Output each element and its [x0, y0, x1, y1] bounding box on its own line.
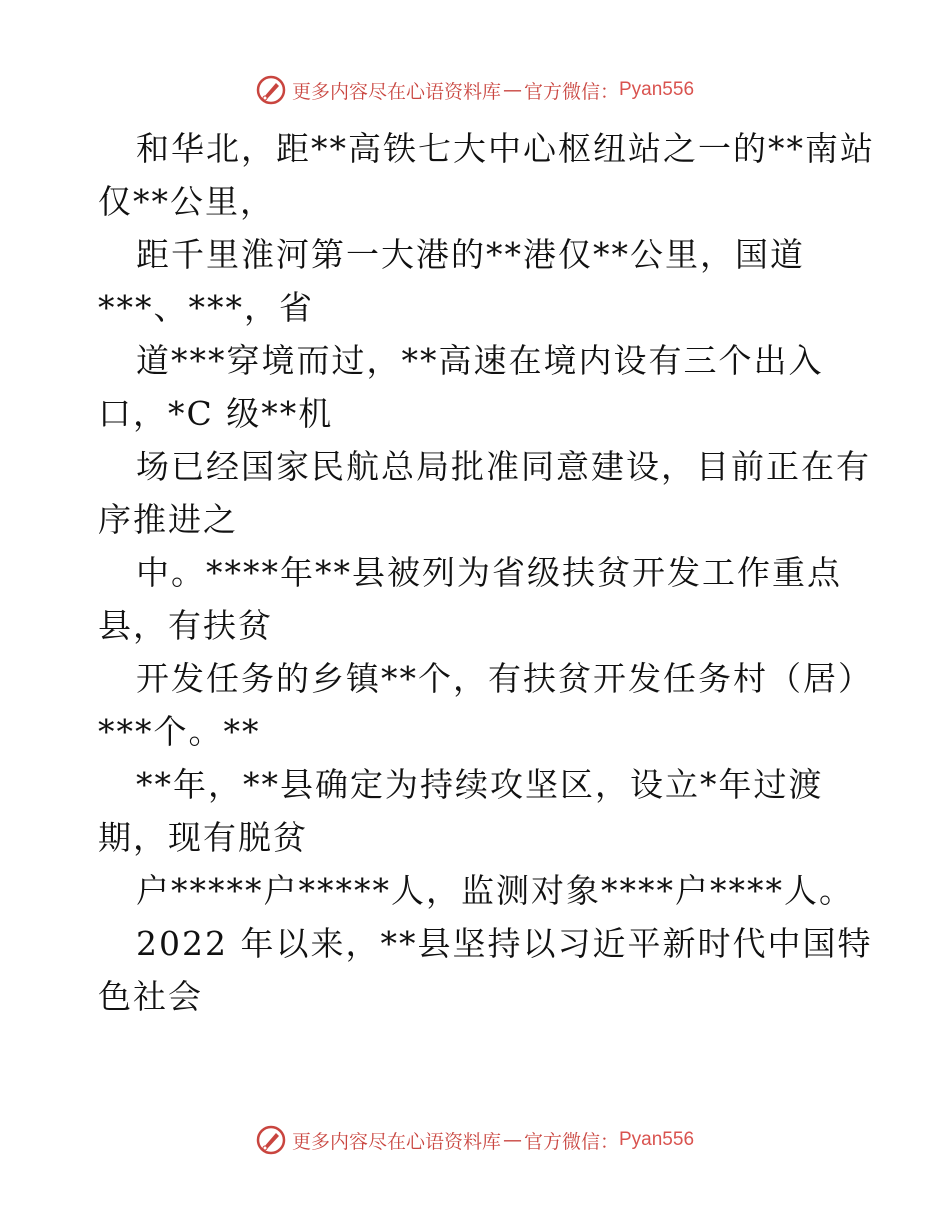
- paragraph: [98, 334, 858, 440]
- watermark-dash: —: [502, 79, 522, 101]
- paragraph: [98, 440, 871, 546]
- header-watermark: [0, 70, 950, 110]
- watermark-wechat-id: Pyan556: [619, 79, 695, 100]
- pen-logo-icon: [256, 75, 286, 105]
- paragraph: [98, 758, 858, 864]
- paragraph-line: 期，现有脱贫: [98, 818, 308, 857]
- paragraph-line: 县，有扶贫: [98, 606, 273, 645]
- paragraph: [98, 652, 873, 758]
- paragraph: [98, 546, 858, 652]
- paragraph-line: 序推进之: [98, 500, 238, 539]
- paragraph-line: 仅**公里，: [98, 182, 275, 221]
- paragraph-line: 场已经国家民航总局批准同意建设，目前正在有: [136, 447, 871, 486]
- paragraph: [98, 228, 858, 334]
- paragraph-line: 口，*C 级**机: [98, 394, 334, 433]
- document-body: [98, 122, 875, 1023]
- footer-watermark: [0, 1120, 950, 1160]
- paragraph: [98, 864, 858, 917]
- pen-logo-icon: [256, 1125, 286, 1155]
- watermark-wechat-label: 官方微信：: [523, 80, 619, 103]
- paragraph-line: 距千里淮河第一大港的**港仅**公里，国道: [136, 235, 805, 274]
- paragraph-line: 户*****户*****人，监测对象****户****人。: [136, 871, 854, 910]
- watermark-site-text: 更多内容尽在心语资料库: [291, 1130, 501, 1153]
- paragraph-line: 中。****年**县被列为省级扶贫开发工作重点: [136, 553, 842, 592]
- watermark-site-text: 更多内容尽在心语资料库: [291, 80, 501, 103]
- paragraph-line: **年，**县确定为持续攻坚区，设立*年过渡: [136, 765, 824, 804]
- watermark-wechat-id: Pyan556: [619, 1129, 695, 1150]
- paragraph: [98, 917, 873, 1023]
- paragraph-line: 道***穿境而过，**高速在境内设有三个出入: [136, 341, 824, 380]
- paragraph: [98, 122, 875, 228]
- watermark-dash: —: [502, 1129, 522, 1151]
- paragraph-line: 开发任务的乡镇**个，有扶贫开发任务村（居）: [136, 659, 873, 698]
- paragraph-line: 色社会: [98, 977, 203, 1016]
- paragraph-line: ***个。**: [98, 712, 261, 751]
- paragraph-line: 2022 年以来，**县坚持以习近平新时代中国特: [136, 924, 873, 963]
- watermark-wechat-label: 官方微信：: [523, 1130, 619, 1153]
- paragraph-line: ***、***，省: [98, 288, 314, 327]
- paragraph-line: 和华北，距**高铁七大中心枢纽站之一的**南站: [136, 129, 875, 168]
